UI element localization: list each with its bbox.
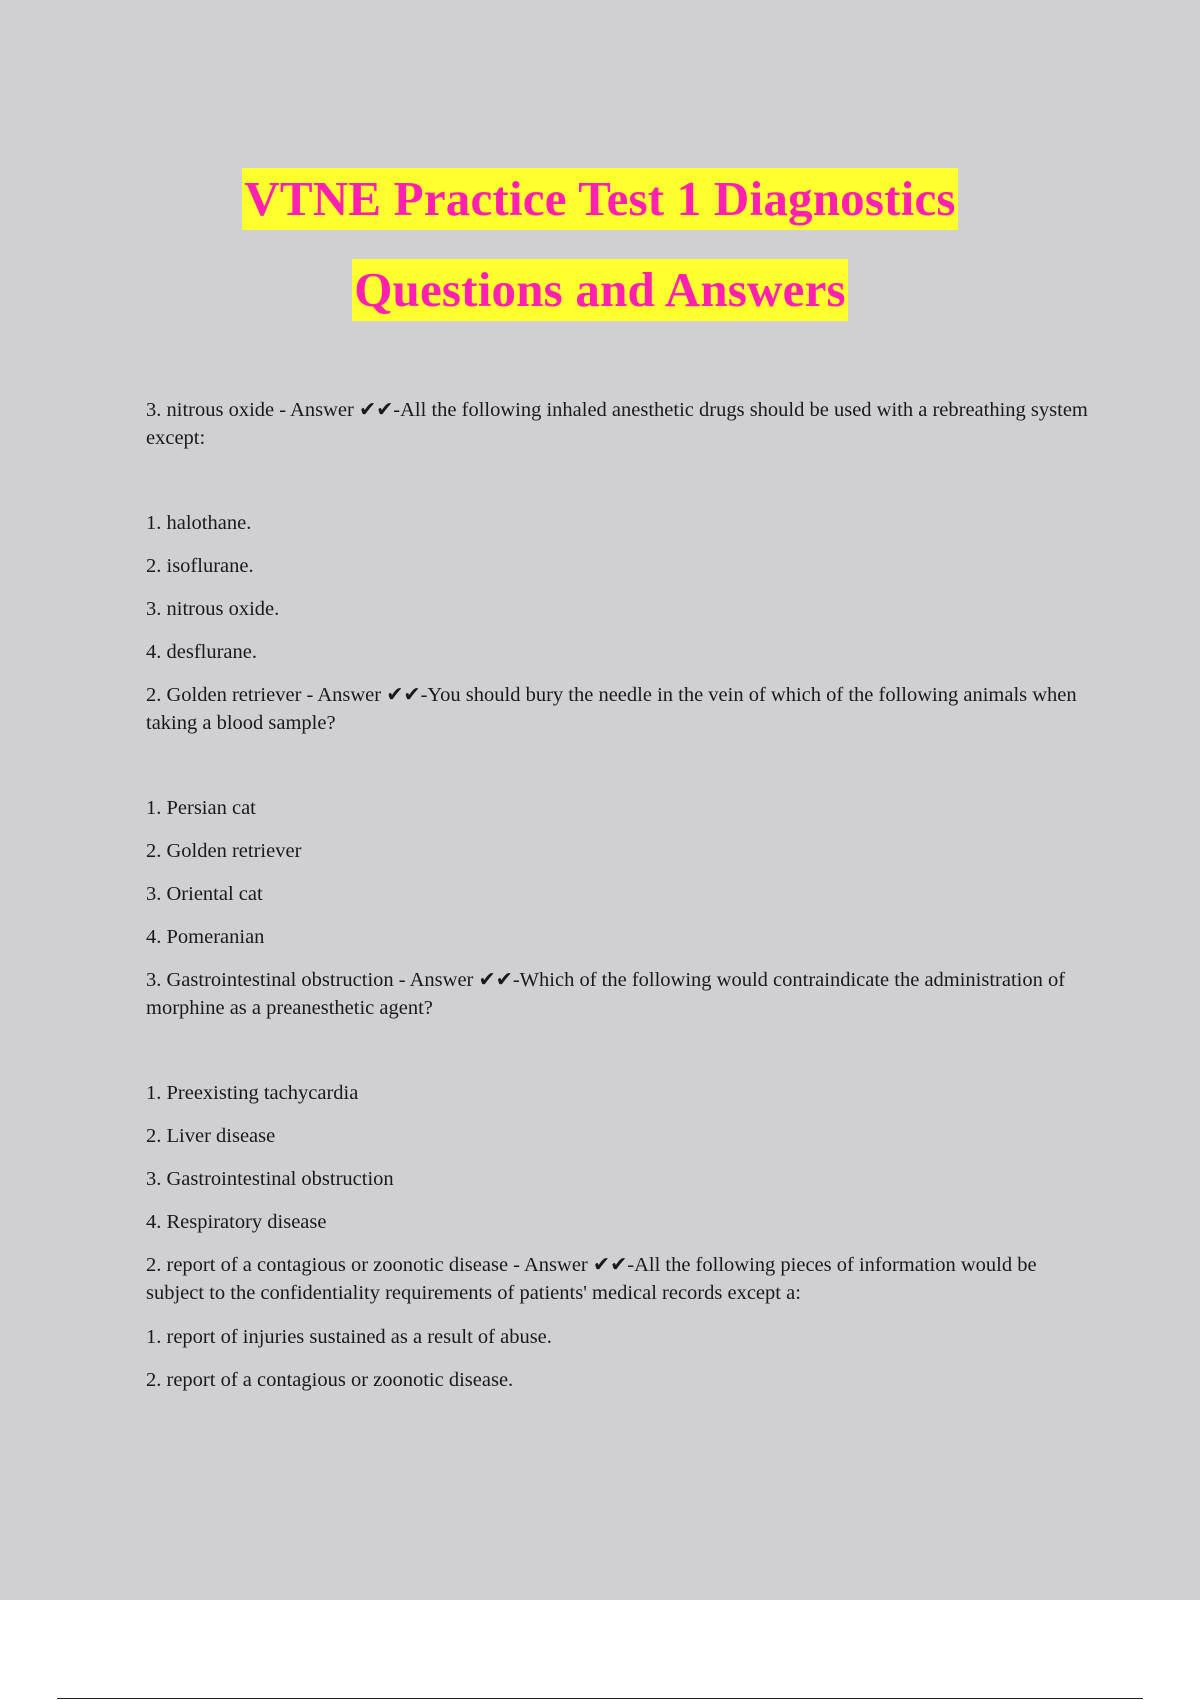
footer-divider xyxy=(57,1698,1143,1699)
question-answer-text: 2. Golden retriever - Answer ✔✔-You should bury the needle in the vein of which of the following animals when taking a blood sample? xyxy=(146,684,1077,734)
option-item: 4. Respiratory disease xyxy=(146,1211,327,1233)
option-item: 1. report of injuries sustained as a result of abuse. xyxy=(146,1326,552,1348)
question-block xyxy=(146,396,1096,666)
document-title xyxy=(0,168,1200,321)
option-list xyxy=(146,1079,1096,1236)
question-answer-text: 2. report of a contagious or zoonotic disease - Answer ✔✔-All the following pieces of information would be subject to the confidentiality requirements of patients' medical records except a: xyxy=(146,1254,1037,1304)
option-item: 4. Pomeranian xyxy=(146,926,265,948)
option-list xyxy=(146,794,1096,951)
option-item: 3. Oriental cat xyxy=(146,883,263,905)
question-block xyxy=(146,1251,1096,1394)
option-item: 2. isoflurane. xyxy=(146,555,254,577)
option-item: 3. nitrous oxide. xyxy=(146,598,280,620)
question-answer-text: 3. Gastrointestinal obstruction - Answer ✔✔-Which of the following would contraindicate the administration of morphine as a preanesthetic agent? xyxy=(146,969,1066,1019)
question-list xyxy=(146,396,1096,1409)
option-item: 2. Golden retriever xyxy=(146,840,302,862)
title-line-1: VTNE Practice Test 1 Diagnostics xyxy=(242,168,957,230)
option-item: 1. halothane. xyxy=(146,512,252,534)
option-item: 2. Liver disease xyxy=(146,1125,276,1147)
option-list xyxy=(146,509,1096,666)
title-line-2: Questions and Answers xyxy=(352,259,848,321)
option-item: 4. desflurane. xyxy=(146,641,257,663)
option-list xyxy=(146,1323,1096,1394)
option-item: 2. report of a contagious or zoonotic disease. xyxy=(146,1369,514,1391)
question-block xyxy=(146,966,1096,1236)
question-block xyxy=(146,681,1096,951)
option-item: 1. Persian cat xyxy=(146,797,256,819)
option-item: 3. Gastrointestinal obstruction xyxy=(146,1168,394,1190)
option-item: 1. Preexisting tachycardia xyxy=(146,1082,359,1104)
question-answer-text: 3. nitrous oxide - Answer ✔✔-All the following inhaled anesthetic drugs should be used with a rebreathing system except: xyxy=(146,399,1088,449)
